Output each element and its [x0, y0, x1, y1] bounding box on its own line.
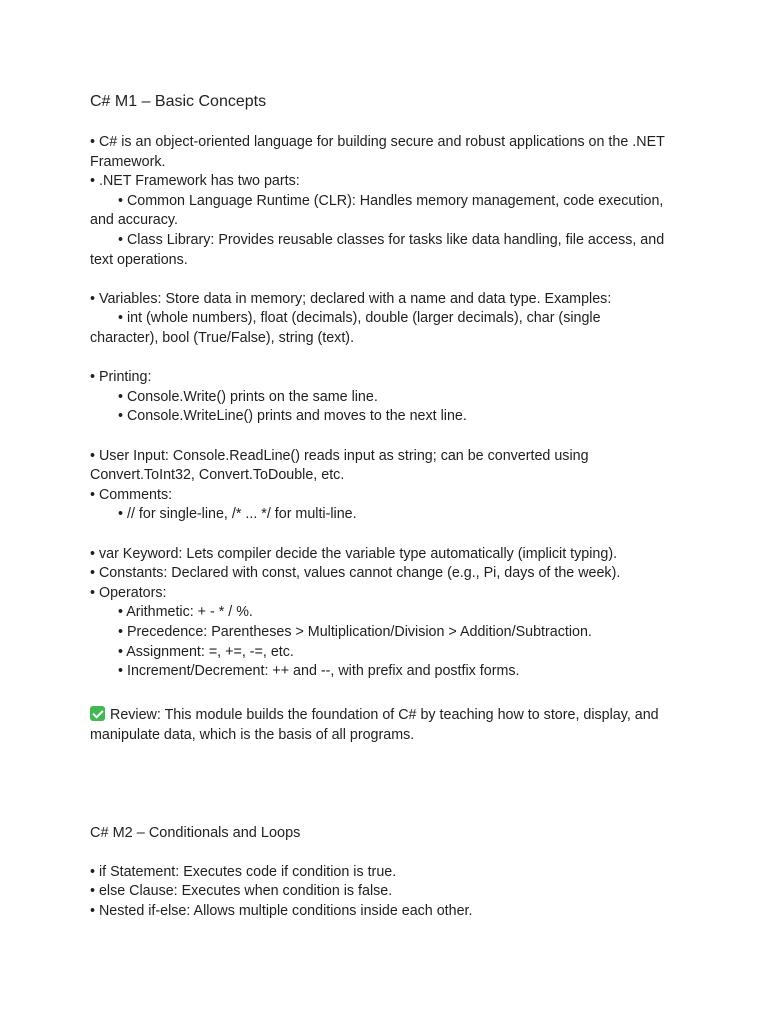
text-line: • Nested if-else: Allows multiple conditions inside each other.	[90, 902, 473, 919]
text-line: • Printing:	[90, 369, 152, 386]
text-line: Convert.ToInt32, Convert.ToDouble, etc.	[90, 467, 345, 484]
text-line-indented: • int (whole numbers), float (decimals), double (larger decimals), char (single	[118, 310, 601, 327]
text-line: character), bool (True/False), string (text).	[90, 330, 355, 346]
section-title-m1: C# M1 – Basic Concepts	[90, 93, 267, 110]
text-line: Framework.	[90, 153, 166, 170]
text-line: • Comments:	[90, 486, 173, 503]
review-text: Review: This module builds the foundation of C# by teaching how to store, display, and	[110, 707, 659, 723]
text-line-indented: • Console.WriteLine() prints and moves to the next line.	[118, 408, 467, 425]
text-line-indented: • Precedence: Parentheses > Multiplication/Division > Addition/Subtraction.	[118, 624, 592, 640]
text-line: • Variables: Store data in memory; declared with a name and data type. Examples:	[90, 290, 612, 307]
text-line-indented: • Class Library: Provides reusable classes for tasks like data handling, file access, and	[118, 232, 665, 248]
text-line: • .NET Framework has two parts:	[90, 173, 300, 190]
text-line-indented: • Common Language Runtime (CLR): Handles memory management, code execution,	[118, 192, 664, 209]
text-line: • Operators:	[90, 584, 167, 601]
text-line: • C# is an object-oriented language for building secure and robust applications on the .NET	[90, 134, 665, 150]
text-line-indented: • Console.Write() prints on the same line.	[118, 388, 378, 405]
text-line: • else Clause: Executes when condition is false.	[90, 883, 393, 900]
text-line-indented: • Increment/Decrement: ++ and --, with prefix and postfix forms.	[118, 663, 520, 680]
text-line: text operations.	[90, 251, 188, 268]
text-line: • if Statement: Executes code if condition is true.	[90, 863, 397, 880]
text-line: and accuracy.	[90, 212, 178, 229]
text-line: • Constants: Declared with const, values cannot change (e.g., Pi, days of the week).	[90, 565, 621, 582]
text-line-indented: • Assignment: =, +=, -=, etc.	[118, 643, 294, 660]
check-mark-icon	[90, 706, 105, 721]
text-line-indented: • // for single-line, /* ... */ for multi-line.	[118, 506, 357, 523]
review-line	[90, 706, 659, 726]
text-line-indented: • Arithmetic: + - * / %.	[118, 604, 253, 621]
text-line: • User Input: Console.ReadLine() reads input as string; can be converted using	[90, 447, 589, 464]
text-line: • var Keyword: Lets compiler decide the variable type automatically (implicit typing).	[90, 545, 618, 562]
text-line: manipulate data, which is the basis of all programs.	[90, 726, 415, 743]
section-title-m2: C# M2 – Conditionals and Loops	[90, 825, 301, 841]
